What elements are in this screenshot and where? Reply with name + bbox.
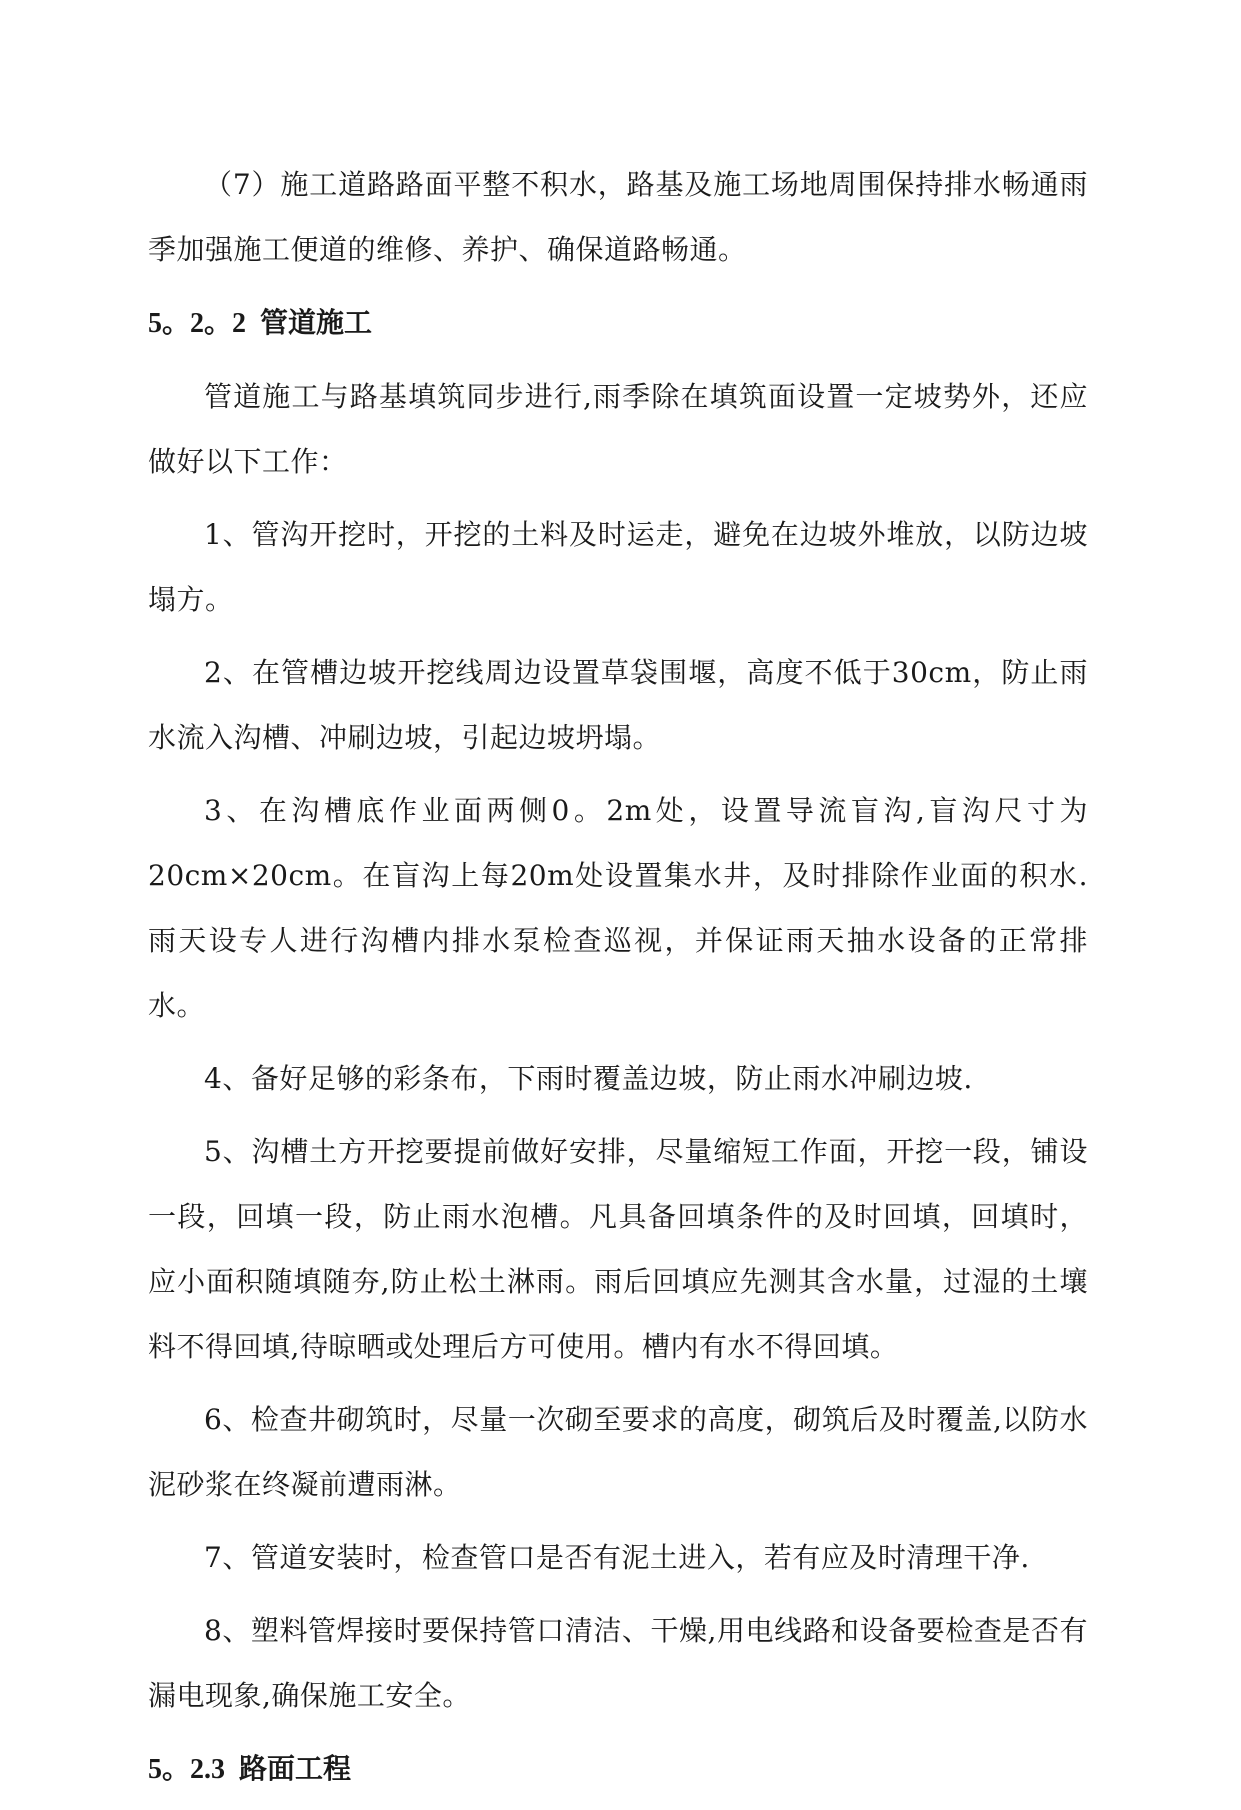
list-item-2: 2、在管槽边坡开挖线周边设置草袋围堰，高度不低于30cm，防止雨水流入沟槽、冲刷边坡，引起边坡坍塌。	[148, 656, 1088, 754]
list-item-3: 3、在沟槽底作业面两侧0。2m处，设置导流盲沟,盲沟尺寸为20cm×20cm。在盲沟上每20m处设置集水井，及时排除作业面的积水.雨天设专人进行沟槽内排水泵检查巡视，并保证雨天抽水设备的正常排水。	[148, 794, 1088, 1022]
section-title: 管道施工	[260, 306, 373, 339]
section-number: 5。2。2	[148, 308, 247, 339]
intro-paragraph: 管道施工与路基填筑同步进行,雨季除在填筑面设置一定坡势外，还应做好以下工作：	[148, 380, 1088, 478]
paragraph-item-7: （7）施工道路路面平整不积水，路基及施工场地周围保持排水畅通雨季加强施工便道的维修、养护、确保道路畅通。	[148, 168, 1088, 266]
list-item-4: 4、备好足够的彩条布，下雨时覆盖边坡，防止雨水冲刷边坡.	[204, 1062, 973, 1095]
section-heading-5-2-2	[148, 290, 1088, 356]
section-number: 5。2.3	[148, 1754, 226, 1785]
document-body	[148, 152, 1088, 1810]
list-item-5: 5、沟槽土方开挖要提前做好安排，尽量缩短工作面，开挖一段，铺设一段，回填一段，防止雨水泡槽。凡具备回填条件的及时回填，回填时，应小面积随填随夯,防止松土淋雨。雨后回填应先测其含水量，过湿的土壤料不得回填,待晾晒或处理后方可使用。槽内有水不得回填。	[148, 1135, 1088, 1363]
list-item-7: 7、管道安装时，检查管口是否有泥土进入，若有应及时清理干净.	[204, 1541, 1030, 1574]
section-title: 路面工程	[239, 1752, 352, 1785]
section-heading-5-2-3	[148, 1736, 1088, 1802]
list-item-1: 1、管沟开挖时，开挖的土料及时运走，避免在边坡外堆放，以防边坡塌方。	[148, 518, 1088, 616]
list-item-8: 8、塑料管焊接时要保持管口清洁、干燥,用电线路和设备要检查是否有漏电现象,确保施工安全。	[148, 1614, 1088, 1712]
list-item-6: 6、检查井砌筑时，尽量一次砌至要求的高度，砌筑后及时覆盖,以防水泥砂浆在终凝前遭雨淋。	[148, 1403, 1088, 1501]
